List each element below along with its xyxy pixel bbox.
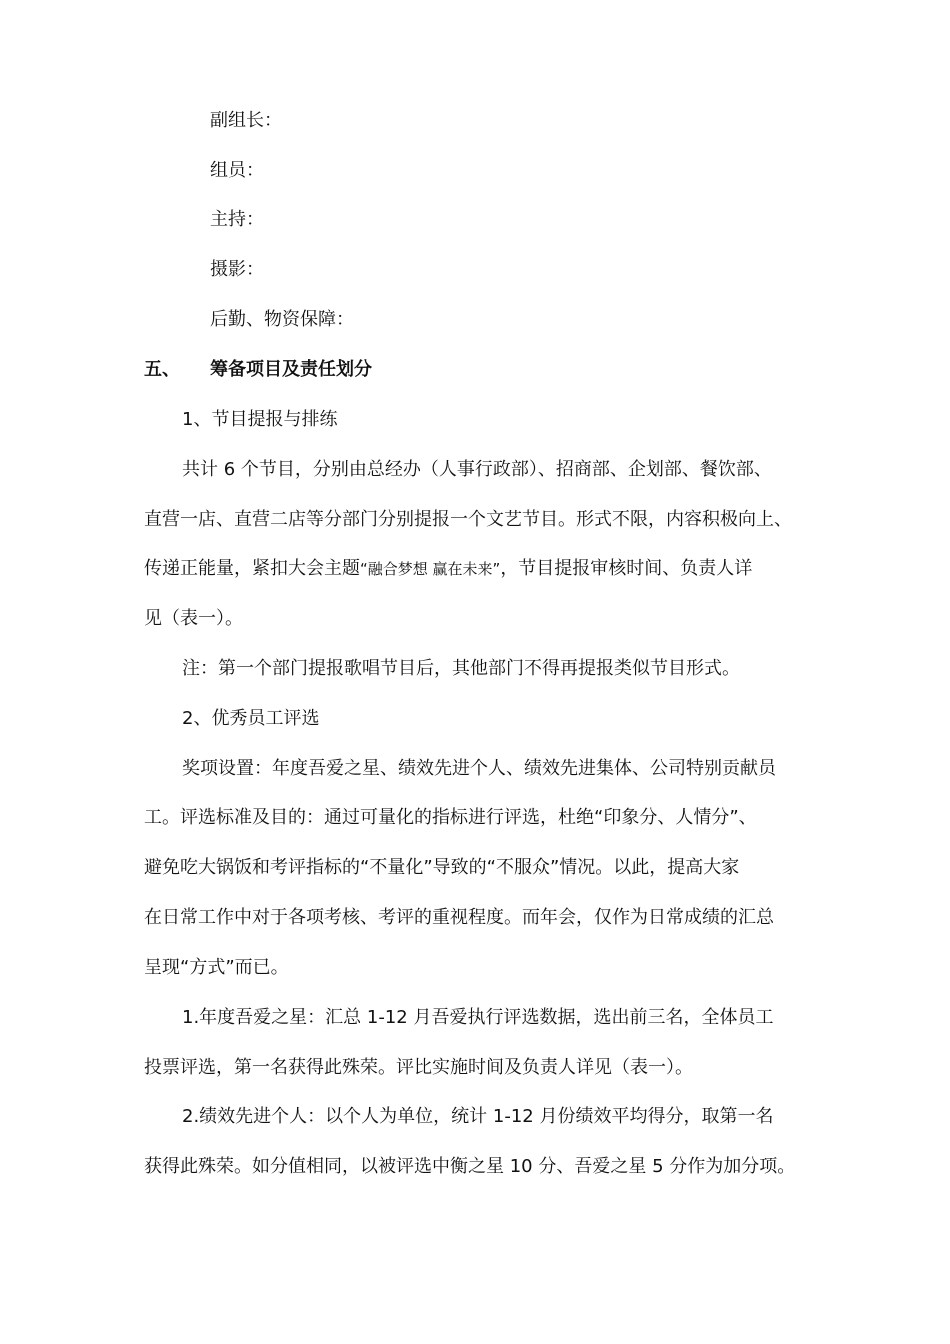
role-members: 组员： xyxy=(210,160,264,181)
sub1-para-line: 直营一店、直营二店等分部门分别提报一个文艺节目。形式不限，内容积极向上、 xyxy=(144,509,792,530)
award-item-1-line: 投票评选，第一名获得此殊荣。评比实施时间及负责人详见（表一）。 xyxy=(144,1057,693,1078)
role-vice-leader: 副组长： xyxy=(210,110,282,131)
sub2-para-line: 工。评选标准及目的：通过可量化的指标进行评选，杜绝“印象分、人情分”、 xyxy=(144,807,757,828)
sub2-para-line: 避免吃大锅饭和考评指标的“不量化”导致的“不服众”情况。以此，提高大家 xyxy=(144,857,740,878)
award-item-1-line: 1.年度吾爱之星：汇总 1-12 月吾爱执行评选数据，选出前三名，全体员工 xyxy=(182,1007,774,1028)
sub1-para-text: 传递正能量，紧扣大会主题 xyxy=(144,558,360,579)
subsection-2-title: 2、优秀员工评选 xyxy=(182,708,320,729)
theme-quote: “融合梦想 赢在未来” xyxy=(360,560,501,578)
subsection-1-title: 1、节目提报与排练 xyxy=(182,409,338,430)
award-item-2-line: 获得此殊荣。如分值相同，以被评选中衡之星 10 分、吾爱之星 5 分作为加分项。 xyxy=(144,1156,796,1177)
role-logistics: 后勤、物资保障： xyxy=(210,309,354,330)
sub1-para-text: ，节目提报审核时间、负责人详 xyxy=(500,558,753,579)
sub1-para-line: 见（表一）。 xyxy=(144,608,243,629)
role-photography: 摄影： xyxy=(210,259,264,280)
role-host: 主持： xyxy=(210,209,264,230)
sub1-para-line: 共计 6 个节目，分别由总经办（人事行政部）、招商部、企划部、餐饮部、 xyxy=(182,459,772,480)
section-title: 筹备项目及责任划分 xyxy=(210,359,372,380)
section-number: 五、 xyxy=(144,359,180,380)
award-item-2-line: 2.绩效先进个人：以个人为单位，统计 1-12 月份绩效平均得分，取第一名 xyxy=(182,1106,774,1127)
sub2-para-line: 奖项设置：年度吾爱之星、绩效先进个人、绩效先进集体、公司特别贡献员 xyxy=(182,758,776,779)
sub2-para-line: 在日常工作中对于各项考核、考评的重视程度。而年会，仅作为日常成绩的汇总 xyxy=(144,907,774,928)
sub1-para-line xyxy=(144,557,752,581)
sub1-note: 注：第一个部门提报歌唱节目后，其他部门不得再提报类似节目形式。 xyxy=(182,658,740,679)
sub2-para-line: 呈现“方式”而已。 xyxy=(144,957,289,978)
